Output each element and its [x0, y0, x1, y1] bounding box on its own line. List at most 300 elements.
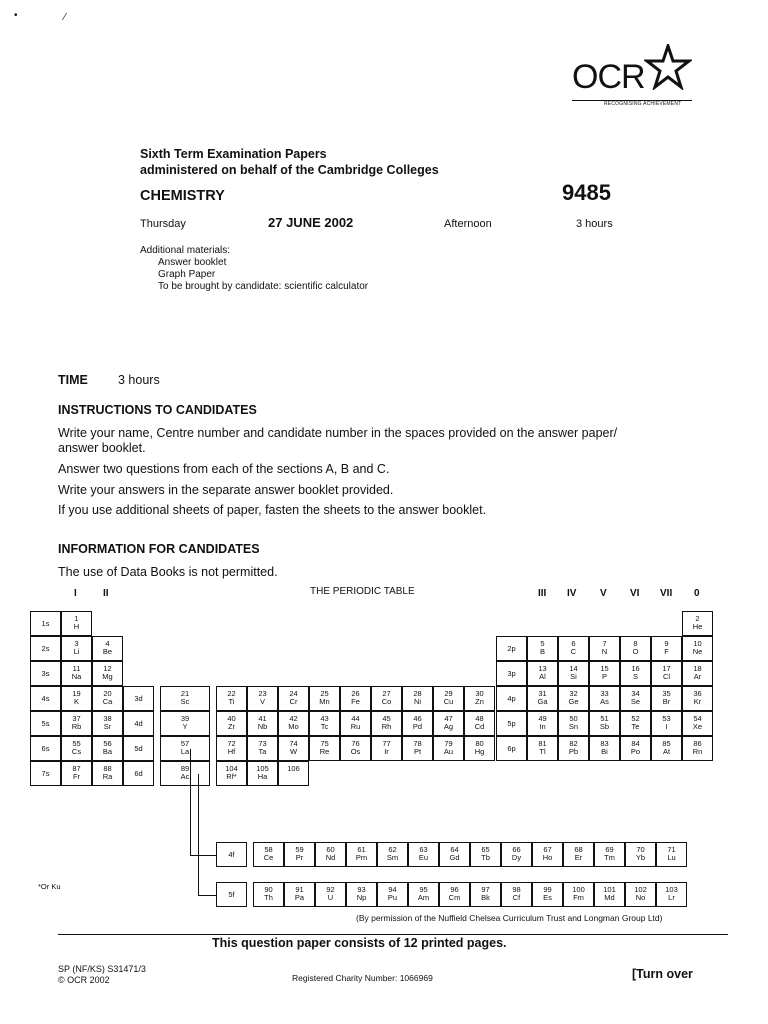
element-cell — [247, 686, 278, 711]
element-cell — [651, 636, 682, 661]
atomic-number: 69 — [605, 845, 614, 854]
atomic-number: 26 — [351, 689, 360, 698]
atomic-number: 102 — [634, 885, 647, 894]
element-symbol: Cl — [662, 672, 671, 681]
element-symbol: Es — [543, 893, 552, 902]
element-cell — [651, 711, 682, 736]
element-cell — [408, 882, 439, 907]
atomic-number: 8 — [633, 639, 638, 648]
exam-duration: 3 hours — [576, 218, 613, 230]
element-symbol: As — [600, 697, 609, 706]
element-symbol: Ca — [102, 697, 113, 706]
atomic-number: 15 — [600, 664, 609, 673]
element-symbol: Pm — [355, 853, 368, 862]
instruction-line: If you use additional sheets of paper, fasten the sheets to the answer booklet. — [58, 503, 487, 517]
element-cell — [377, 842, 408, 867]
atomic-number: 38 — [103, 714, 112, 723]
element-cell — [309, 686, 340, 711]
element-cell — [594, 842, 625, 867]
element-cell — [625, 882, 656, 907]
element-cell — [92, 661, 123, 686]
element-cell — [682, 636, 713, 661]
element-symbol: Pr — [295, 853, 304, 862]
element-symbol: No — [635, 893, 646, 902]
group-label: 0 — [694, 588, 700, 599]
element-symbol: Ge — [568, 697, 579, 706]
element-cell — [92, 636, 123, 661]
group-label: II — [103, 588, 109, 599]
element-cell — [377, 882, 408, 907]
element-symbol: Tc — [320, 722, 329, 731]
atomic-number: 76 — [351, 739, 360, 748]
atomic-number: 78 — [413, 739, 422, 748]
orbital-row-label: 3d — [123, 686, 154, 711]
atomic-number: 2 — [695, 614, 700, 623]
element-symbol: Sb — [599, 722, 610, 731]
element-symbol: Md — [604, 893, 615, 902]
element-symbol: Lu — [667, 853, 676, 862]
element-cell — [346, 882, 377, 907]
element-symbol: Cf — [512, 893, 521, 902]
instruction-line: answer booklet. — [58, 441, 146, 455]
atomic-number: 14 — [569, 664, 578, 673]
element-cell — [527, 736, 558, 761]
element-cell — [589, 736, 620, 761]
element-symbol: At — [662, 747, 671, 756]
atomic-number: 27 — [382, 689, 391, 698]
element-cell — [340, 736, 371, 761]
element-cell — [558, 686, 589, 711]
atomic-number: 54 — [693, 714, 702, 723]
element-cell — [92, 711, 123, 736]
orbital-row-label: 6d — [123, 761, 154, 786]
element-cell — [92, 686, 123, 711]
information-line: The use of Data Books is not permitted. — [58, 565, 278, 579]
atomic-number: 79 — [444, 739, 453, 748]
element-symbol: Re — [319, 747, 330, 756]
element-cell — [532, 882, 563, 907]
element-cell — [278, 736, 309, 761]
element-cell — [278, 686, 309, 711]
element-symbol: Xe — [692, 722, 703, 731]
atomic-number: 3 — [74, 639, 79, 648]
element-cell — [439, 842, 470, 867]
element-cell — [464, 736, 495, 761]
element-symbol: Lr — [668, 893, 675, 902]
element-cell — [501, 882, 532, 907]
element-cell — [620, 711, 651, 736]
atomic-number: 56 — [103, 739, 112, 748]
element-cell — [61, 636, 92, 661]
ocr-logo — [572, 44, 692, 114]
element-cell — [620, 661, 651, 686]
atomic-number: 85 — [662, 739, 671, 748]
element-symbol: S — [632, 672, 638, 681]
element-symbol: Cd — [474, 722, 485, 731]
atomic-number: 23 — [258, 689, 267, 698]
element-symbol: Tb — [481, 853, 490, 862]
exam-session: Afternoon — [444, 218, 492, 230]
atomic-number: 4 — [105, 639, 110, 648]
element-symbol: Rh — [381, 722, 392, 731]
element-cell — [501, 842, 532, 867]
orbital-row-label: 7s — [30, 761, 61, 786]
credit-line: (By permission of the Nuffield Chelsea Curriculum Trust and Longman Group Ltd) — [356, 913, 663, 923]
element-cell — [682, 661, 713, 686]
atomic-number: 60 — [326, 845, 335, 854]
element-cell — [464, 711, 495, 736]
instruction-line: Write your answers in the separate answer booklet provided. — [58, 483, 394, 497]
orbital-row-label: 4d — [123, 711, 154, 736]
atomic-number: 90 — [264, 885, 273, 894]
group-label: V — [600, 588, 607, 599]
footnote: *Or Ku — [38, 882, 61, 891]
orbital-row-label: 5d — [123, 736, 154, 761]
element-symbol: Hg — [474, 747, 485, 756]
atomic-number: 12 — [103, 664, 112, 673]
element-symbol: B — [539, 647, 545, 656]
element-symbol: Ho — [542, 853, 553, 862]
atomic-number: 44 — [351, 714, 360, 723]
atomic-number: 25 — [320, 689, 329, 698]
element-symbol: P — [601, 672, 607, 681]
atomic-number: 74 — [289, 739, 298, 748]
time-label: TIME — [58, 373, 88, 387]
element-symbol: Ga — [537, 697, 548, 706]
element-cell — [340, 686, 371, 711]
header-line2: administered on behalf of the Cambridge Colleges — [140, 163, 439, 177]
element-symbol: Bk — [481, 893, 490, 902]
element-cell — [92, 736, 123, 761]
element-cell — [558, 711, 589, 736]
element-cell — [433, 686, 464, 711]
element-symbol: O — [632, 647, 639, 656]
element-symbol: Os — [350, 747, 361, 756]
atomic-number: 40 — [227, 714, 236, 723]
atomic-number: 80 — [475, 739, 484, 748]
element-cell — [656, 842, 687, 867]
group-label: VII — [660, 588, 673, 599]
element-cell — [402, 711, 433, 736]
element-cell — [527, 686, 558, 711]
atomic-number: 46 — [413, 714, 422, 723]
element-symbol: Ne — [692, 647, 703, 656]
element-cell — [464, 686, 495, 711]
atomic-number: 105 — [256, 764, 269, 773]
atomic-number: 6 — [571, 639, 576, 648]
element-symbol: H — [73, 622, 80, 631]
materials-title: Additional materials: — [140, 245, 231, 256]
element-cell — [216, 711, 247, 736]
materials-item: Graph Paper — [158, 269, 216, 280]
materials-item: Answer booklet — [158, 257, 227, 268]
element-symbol: Pt — [413, 747, 422, 756]
element-symbol: He — [692, 622, 703, 631]
element-symbol: F — [664, 647, 669, 656]
element-symbol: Cu — [443, 697, 454, 706]
element-cell — [563, 882, 594, 907]
element-symbol: Te — [631, 722, 640, 731]
orbital-row-label: 3s — [30, 661, 61, 686]
element-cell — [216, 761, 247, 786]
atomic-number: 10 — [693, 639, 702, 648]
element-cell — [470, 882, 501, 907]
atomic-number: 52 — [631, 714, 640, 723]
copyright: © OCR 2002 — [58, 975, 110, 985]
element-cell — [247, 711, 278, 736]
element-cell — [682, 686, 713, 711]
instructions-title: INSTRUCTIONS TO CANDIDATES — [58, 403, 257, 417]
orbital-row-label: 4p — [496, 686, 527, 711]
element-cell — [371, 711, 402, 736]
element-cell — [408, 842, 439, 867]
element-cell — [278, 761, 309, 786]
atomic-number: 19 — [72, 689, 81, 698]
element-symbol: Rf* — [226, 772, 237, 781]
element-symbol: Yb — [635, 853, 646, 862]
atomic-number: 1 — [74, 614, 79, 623]
atomic-number: 91 — [295, 885, 304, 894]
atomic-number: 37 — [72, 714, 81, 723]
atomic-number: 95 — [419, 885, 428, 894]
atomic-number: 101 — [603, 885, 616, 894]
element-cell — [309, 736, 340, 761]
atomic-number: 104 — [225, 764, 238, 773]
element-cell — [527, 711, 558, 736]
element-symbol: Cm — [448, 893, 461, 902]
atomic-number: 9 — [664, 639, 669, 648]
element-symbol: Mn — [319, 697, 330, 706]
element-cell — [527, 636, 558, 661]
orbital-row-label: 1s — [30, 611, 61, 636]
turn-over: [Turn over — [632, 967, 693, 981]
element-symbol: Mg — [102, 672, 113, 681]
element-symbol: U — [327, 893, 334, 902]
element-cell — [433, 711, 464, 736]
element-symbol: Na — [71, 672, 82, 681]
element-cell — [558, 636, 589, 661]
atomic-number: 49 — [538, 714, 547, 723]
atomic-number: 39 — [180, 714, 190, 723]
atomic-number: 75 — [320, 739, 329, 748]
element-cell — [589, 686, 620, 711]
atomic-number: 84 — [631, 739, 640, 748]
atomic-number: 34 — [631, 689, 640, 698]
orbital-row-label: 6s — [30, 736, 61, 761]
atomic-number: 30 — [475, 689, 484, 698]
atomic-number: 66 — [512, 845, 521, 854]
atomic-number: 77 — [382, 739, 391, 748]
element-symbol: Li — [73, 647, 80, 656]
element-cell — [558, 661, 589, 686]
atomic-number: 47 — [444, 714, 453, 723]
element-symbol: N — [601, 647, 608, 656]
element-cell — [61, 761, 92, 786]
element-cell — [589, 711, 620, 736]
element-cell — [284, 882, 315, 907]
atomic-number: 31 — [538, 689, 547, 698]
element-symbol: V — [259, 697, 265, 706]
element-symbol: Gd — [449, 853, 460, 862]
atomic-number: 51 — [600, 714, 609, 723]
orbital-row-label: 3p — [496, 661, 527, 686]
atomic-number: 45 — [382, 714, 391, 723]
element-symbol: Rb — [71, 722, 82, 731]
corner-mark: ⁄ — [64, 12, 66, 23]
element-symbol: Br — [662, 697, 671, 706]
atomic-number: 106 — [287, 764, 300, 773]
element-symbol: Ta — [258, 747, 267, 756]
corner-mark: • — [14, 10, 18, 21]
instruction-line: Answer two questions from each of the sections A, B and C. — [58, 462, 390, 476]
atomic-number: 55 — [72, 739, 81, 748]
element-symbol: Sc — [180, 697, 190, 706]
atomic-number: 35 — [662, 689, 671, 698]
element-symbol: Pu — [387, 893, 398, 902]
element-symbol: Cr — [289, 697, 298, 706]
atomic-number: 28 — [413, 689, 422, 698]
element-symbol: Rn — [692, 747, 703, 756]
group-label: III — [538, 588, 547, 599]
atomic-number: 68 — [574, 845, 583, 854]
element-cell — [470, 842, 501, 867]
atomic-number: 72 — [227, 739, 236, 748]
atomic-number: 42 — [289, 714, 298, 723]
charity-number: Registered Charity Number: 1066969 — [292, 973, 433, 983]
time-value: 3 hours — [118, 373, 160, 387]
element-symbol: Pb — [568, 747, 579, 756]
element-cell — [439, 882, 470, 907]
atomic-number: 63 — [419, 845, 428, 854]
element-cell — [589, 636, 620, 661]
element-symbol: Eu — [418, 853, 429, 862]
star-icon — [644, 44, 692, 90]
element-cell — [563, 842, 594, 867]
atomic-number: 43 — [320, 714, 329, 723]
subject-title: CHEMISTRY — [140, 188, 225, 204]
atomic-number: 98 — [512, 885, 521, 894]
element-cell — [61, 711, 92, 736]
atomic-number: 53 — [662, 714, 671, 723]
element-cell — [160, 736, 210, 761]
element-symbol: Ru — [350, 722, 361, 731]
atomic-number: 83 — [600, 739, 609, 748]
atomic-number: 20 — [103, 689, 112, 698]
logo-text: OCR — [572, 58, 645, 96]
atomic-number: 32 — [569, 689, 578, 698]
element-symbol: Ti — [228, 697, 235, 706]
atomic-number: 13 — [538, 664, 547, 673]
orbital-row-label: 5f — [216, 882, 247, 907]
element-cell — [92, 761, 123, 786]
element-cell — [527, 661, 558, 686]
atomic-number: 50 — [569, 714, 578, 723]
instruction-line: Write your name, Centre number and candidate number in the spaces provided on the answer paper/ — [58, 426, 618, 440]
element-symbol: Ac — [180, 772, 190, 781]
element-cell — [61, 611, 92, 636]
atomic-number: 89 — [180, 764, 190, 773]
element-cell — [558, 736, 589, 761]
element-cell — [620, 636, 651, 661]
element-symbol: Au — [443, 747, 454, 756]
orbital-row-label: 2s — [30, 636, 61, 661]
element-cell — [625, 842, 656, 867]
atomic-number: 16 — [631, 664, 640, 673]
element-symbol: Se — [630, 697, 641, 706]
element-cell — [278, 711, 309, 736]
element-symbol: Ir — [384, 747, 389, 756]
element-symbol: Sr — [103, 722, 112, 731]
element-cell — [61, 661, 92, 686]
element-symbol: Ba — [102, 747, 113, 756]
element-symbol: Fr — [72, 772, 81, 781]
element-cell — [61, 686, 92, 711]
atomic-number: 7 — [602, 639, 607, 648]
atomic-number: 62 — [388, 845, 397, 854]
element-cell — [594, 882, 625, 907]
element-symbol: Ag — [443, 722, 454, 731]
element-cell — [651, 686, 682, 711]
atomic-number: 48 — [475, 714, 484, 723]
element-cell — [620, 686, 651, 711]
element-symbol: Nd — [325, 853, 336, 862]
element-symbol: Fe — [351, 697, 360, 706]
element-cell — [532, 842, 563, 867]
atomic-number: 103 — [665, 885, 678, 894]
element-cell — [216, 686, 247, 711]
element-symbol: Th — [264, 893, 273, 902]
element-cell — [253, 842, 284, 867]
atomic-number: 65 — [481, 845, 490, 854]
element-symbol: W — [289, 747, 298, 756]
element-symbol: Bi — [601, 747, 608, 756]
element-symbol: Ra — [102, 772, 113, 781]
element-symbol: K — [73, 697, 79, 706]
element-cell — [402, 736, 433, 761]
element-symbol: Zn — [475, 697, 484, 706]
atomic-number: 11 — [72, 664, 81, 673]
element-cell — [247, 761, 278, 786]
element-cell — [315, 842, 346, 867]
element-symbol: Sm — [386, 853, 399, 862]
atomic-number: 33 — [600, 689, 609, 698]
atomic-number: 93 — [357, 885, 366, 894]
element-cell — [340, 711, 371, 736]
element-symbol: Co — [381, 697, 392, 706]
atomic-number: 73 — [258, 739, 267, 748]
element-cell — [589, 661, 620, 686]
element-symbol: Tl — [539, 747, 546, 756]
element-cell — [371, 686, 402, 711]
element-cell — [61, 736, 92, 761]
element-cell — [284, 842, 315, 867]
atomic-number: 86 — [693, 739, 702, 748]
exam-date: 27 JUNE 2002 — [268, 215, 354, 230]
atomic-number: 71 — [667, 845, 676, 854]
orbital-row-label: 6p — [496, 736, 527, 761]
atomic-number: 24 — [289, 689, 298, 698]
element-cell — [651, 736, 682, 761]
element-symbol: C — [570, 647, 577, 656]
element-cell — [620, 736, 651, 761]
element-symbol: Am — [417, 893, 430, 902]
element-symbol: Pa — [294, 893, 305, 902]
page-count: This question paper consists of 12 printed pages. — [212, 936, 507, 950]
element-symbol: Po — [630, 747, 641, 756]
element-cell — [160, 686, 210, 711]
element-symbol: Al — [539, 672, 546, 681]
element-cell — [346, 842, 377, 867]
